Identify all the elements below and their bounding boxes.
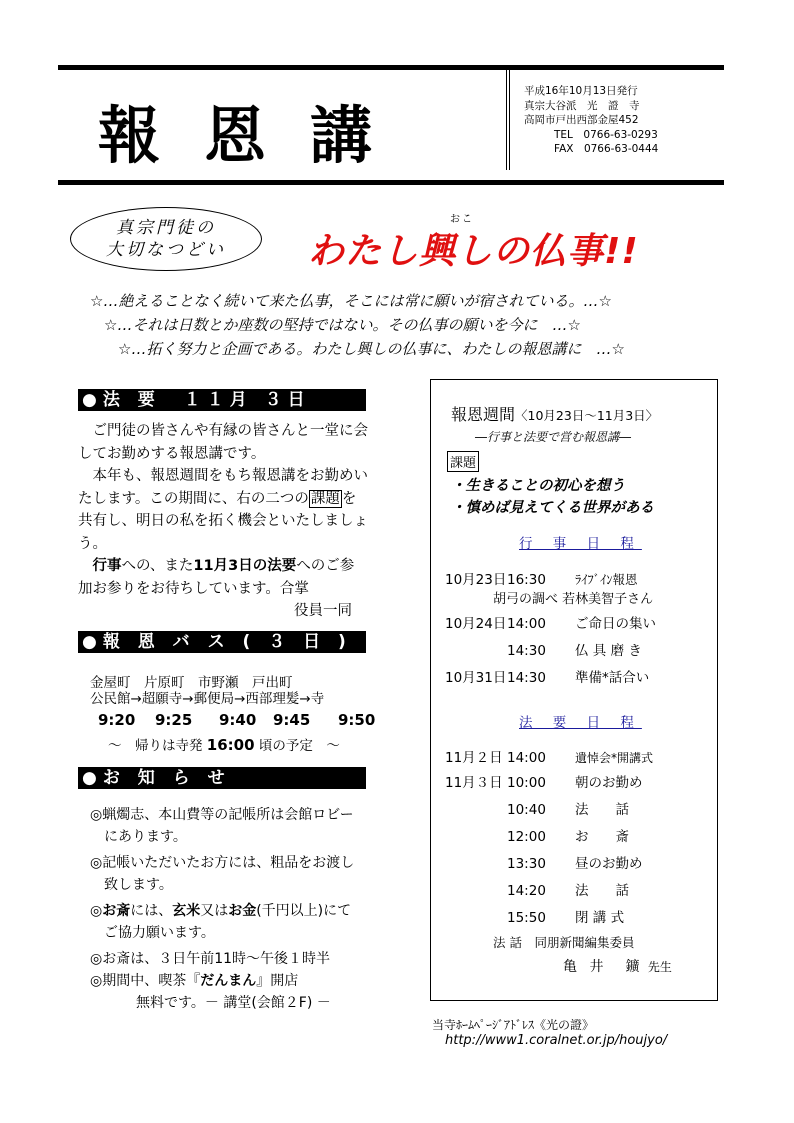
- service-row: [507, 906, 624, 926]
- verse-line-1: ☆…絶えることなく続いて来た仏事，そこには常に願いが宿されている。…☆: [90, 292, 612, 310]
- service-time: 14:00: [507, 750, 546, 766]
- kadai-item: ・慎めば見えてくる世界がある: [451, 500, 654, 516]
- week-title-line: [451, 402, 658, 425]
- houyou-p3-bold-1: 行事: [92, 558, 122, 574]
- kadai-list: [451, 475, 654, 519]
- event-row: [445, 666, 649, 686]
- houyou-paragraph-3: [78, 555, 368, 600]
- event-item: 仏 具 磨 き: [575, 643, 642, 659]
- service-date: 11月２日: [445, 750, 503, 766]
- notice-item: [90, 900, 365, 944]
- service-row: [507, 852, 643, 872]
- service-item: 閉 講 式: [575, 910, 625, 926]
- houyou-signature: 役員一同: [294, 603, 352, 619]
- event-row: 胡弓の調べ 若林美智子さん: [493, 592, 654, 607]
- event-item: ご命日の集い: [575, 616, 656, 632]
- notice-text: ◎期間中、喫茶『: [90, 973, 201, 989]
- houyou-paragraph-1: ご門徒の皆さんや有縁の皆さんと一堂に会してお勤めする報恩講です。: [78, 423, 368, 462]
- notice-item-sub: 無料です。－ 講堂(会館２F) －: [136, 995, 331, 1011]
- newsletter-title: 報恩講: [98, 99, 417, 172]
- kadai-label: 課題: [447, 451, 479, 472]
- event-item: 準備*話合い: [575, 670, 650, 686]
- speaker-label: 法 話 同朋新聞編集委員: [493, 935, 635, 950]
- events-heading: 行 事 日 程: [519, 536, 642, 552]
- publisher-info: [506, 70, 724, 170]
- slogan: わたし興しの仏事!!: [308, 231, 639, 272]
- service-item: 法 話: [575, 802, 629, 818]
- event-date: 10月23日: [445, 572, 507, 588]
- houyou-p3-end: へのご参加お参りをお待ちしています。合掌: [78, 558, 355, 597]
- bus-time: 9:40: [219, 711, 257, 729]
- bus-return-time: 16:00: [206, 736, 255, 754]
- service-time: 14:20: [507, 883, 546, 899]
- event-time: 14:30: [507, 670, 546, 686]
- event-time: 16:30: [507, 572, 546, 588]
- homepage-label: 当寺ﾎｰﾑﾍﾟｰｼﾞｱﾄﾞﾚｽ《光の證》: [432, 1018, 595, 1032]
- houyou-p2-text: 本年も、報恩週間をもち報恩講をお勤めいたします。この期間に、右の二つの: [78, 468, 368, 507]
- temple-tel: TEL 0766-63-0293: [554, 128, 658, 141]
- houyou-p3-bold-2: 11月3日の法要: [193, 558, 297, 574]
- verse-line-3: ☆…拓く努力と企画である。わたし興しの仏事に、わたしの報恩講に …☆: [118, 340, 625, 358]
- tagline-line1: 真宗門徒の: [116, 218, 216, 238]
- notice-bold: お斎: [102, 903, 131, 919]
- service-time: 12:00: [507, 829, 546, 845]
- notice-list: [90, 804, 365, 1014]
- notice-bold: だんまん: [200, 973, 257, 989]
- event-date: 10月24日: [445, 616, 507, 632]
- section-heading-bus: ●報 恩 バ ス ( ３ 日 ): [78, 631, 366, 653]
- service-row: [507, 798, 629, 818]
- issue-date: 平成16年10月13日発行: [524, 85, 638, 97]
- service-time: 10:00: [507, 775, 546, 791]
- service-row: [445, 746, 653, 766]
- temple-fax: FAX 0766-63-0444: [554, 143, 659, 155]
- week-subtitle: ―行事と法要で営む報恩講―: [475, 430, 632, 444]
- notice-bold: お金: [228, 903, 257, 919]
- service-row: [445, 771, 643, 791]
- bus-return-text-b: 頃の予定 ～: [258, 738, 340, 754]
- service-item: 朝のお勤め: [575, 775, 643, 791]
- service-time: 13:30: [507, 856, 546, 872]
- ruby-reading: おこ: [450, 214, 474, 225]
- houyou-paragraph-2: [78, 465, 368, 555]
- event-row: [445, 639, 642, 659]
- bus-route: [90, 675, 324, 707]
- notice-item: ◎お斎は、３日午前11時～午後１時半: [90, 951, 331, 967]
- houyou-body: [78, 420, 368, 623]
- bus-time: 9:20: [98, 711, 136, 729]
- service-item: 法 話: [575, 883, 629, 899]
- week-title: 報恩週間: [451, 405, 516, 424]
- service-time: 10:40: [507, 802, 546, 818]
- homepage-url[interactable]: http://www1.coralnet.or.jp/houjyo/: [445, 1033, 668, 1048]
- speaker-name: 亀 井 鑛: [563, 959, 644, 975]
- services-heading: 法 要 日 程: [519, 715, 642, 731]
- bus-return-text: ～ 帰りは寺発: [108, 738, 203, 754]
- temple-name: 真宗大谷派 光 證 寺: [524, 99, 640, 112]
- notice-text: 』開店: [256, 973, 299, 989]
- event-time: 14:00: [507, 616, 546, 632]
- notice-bold: 玄米: [172, 903, 201, 919]
- week-range: 〈10月23日～11月3日〉: [515, 408, 659, 423]
- section-heading-notice: ●お 知 ら せ: [78, 767, 366, 789]
- kadai-boxed-word: 課題: [310, 490, 340, 507]
- event-row: [445, 612, 656, 632]
- service-item: 昼のお勤め: [575, 856, 643, 872]
- service-time: 15:50: [507, 910, 546, 926]
- houyou-p3-mid: への、また: [121, 558, 194, 574]
- section-heading-houyou: ●法 要 １１月 ３日: [78, 389, 366, 411]
- notice-item: [90, 970, 365, 992]
- notice-item: ◎記帳いただいたお方には、粗品をお渡し致します。: [90, 855, 355, 893]
- notice-item: ◎蝋燭志、本山費等の記帳所は会館ロビーにあります。: [90, 807, 354, 845]
- speaker-line: [563, 956, 672, 976]
- notice-text: には、: [130, 903, 173, 919]
- bus-time: 9:25: [155, 711, 193, 729]
- bus-return: [108, 734, 340, 754]
- speaker-suffix: 先生: [647, 960, 672, 974]
- bus-time: 9:45: [273, 711, 311, 729]
- houyou-p2-text-b: を共有し、明日の私を拓く機会といたしましょう。: [78, 490, 368, 552]
- service-item: 遺悼会*開講式: [575, 751, 654, 765]
- event-date: 10月31日: [445, 670, 507, 686]
- bus-towns: 金屋町 片原町 市野瀬 戸出町: [90, 675, 293, 691]
- bus-stops: 公民館→超願寺→郵便局→西部理髪→寺: [90, 691, 325, 707]
- temple-address: 高岡市戸出西部金屋452: [524, 114, 639, 126]
- schedule-box: [430, 379, 718, 1001]
- masthead: [58, 65, 724, 185]
- service-row: [507, 825, 629, 845]
- bus-time: 9:50: [338, 711, 376, 729]
- verse-line-2: ☆…それは日数とか座数の堅持ではない。その仏事の願いを今に …☆: [104, 316, 581, 334]
- tagline-oval: [70, 207, 262, 271]
- event-row: [445, 568, 638, 588]
- event-item: ﾗｲﾌﾞｲﾝ報恩: [575, 572, 638, 587]
- service-item: お 斎: [575, 829, 629, 845]
- service-row: [507, 879, 629, 899]
- notice-text: (千円以上)にてご協力願います。: [104, 903, 352, 941]
- service-date: 11月３日: [445, 775, 503, 791]
- event-time: 14:30: [507, 643, 546, 659]
- tagline-line2: 大切なつどい: [106, 240, 226, 260]
- notice-text: 又は: [200, 903, 229, 919]
- notice-text: ◎: [90, 903, 103, 919]
- kadai-item: ・生きることの初心を想う: [451, 478, 625, 494]
